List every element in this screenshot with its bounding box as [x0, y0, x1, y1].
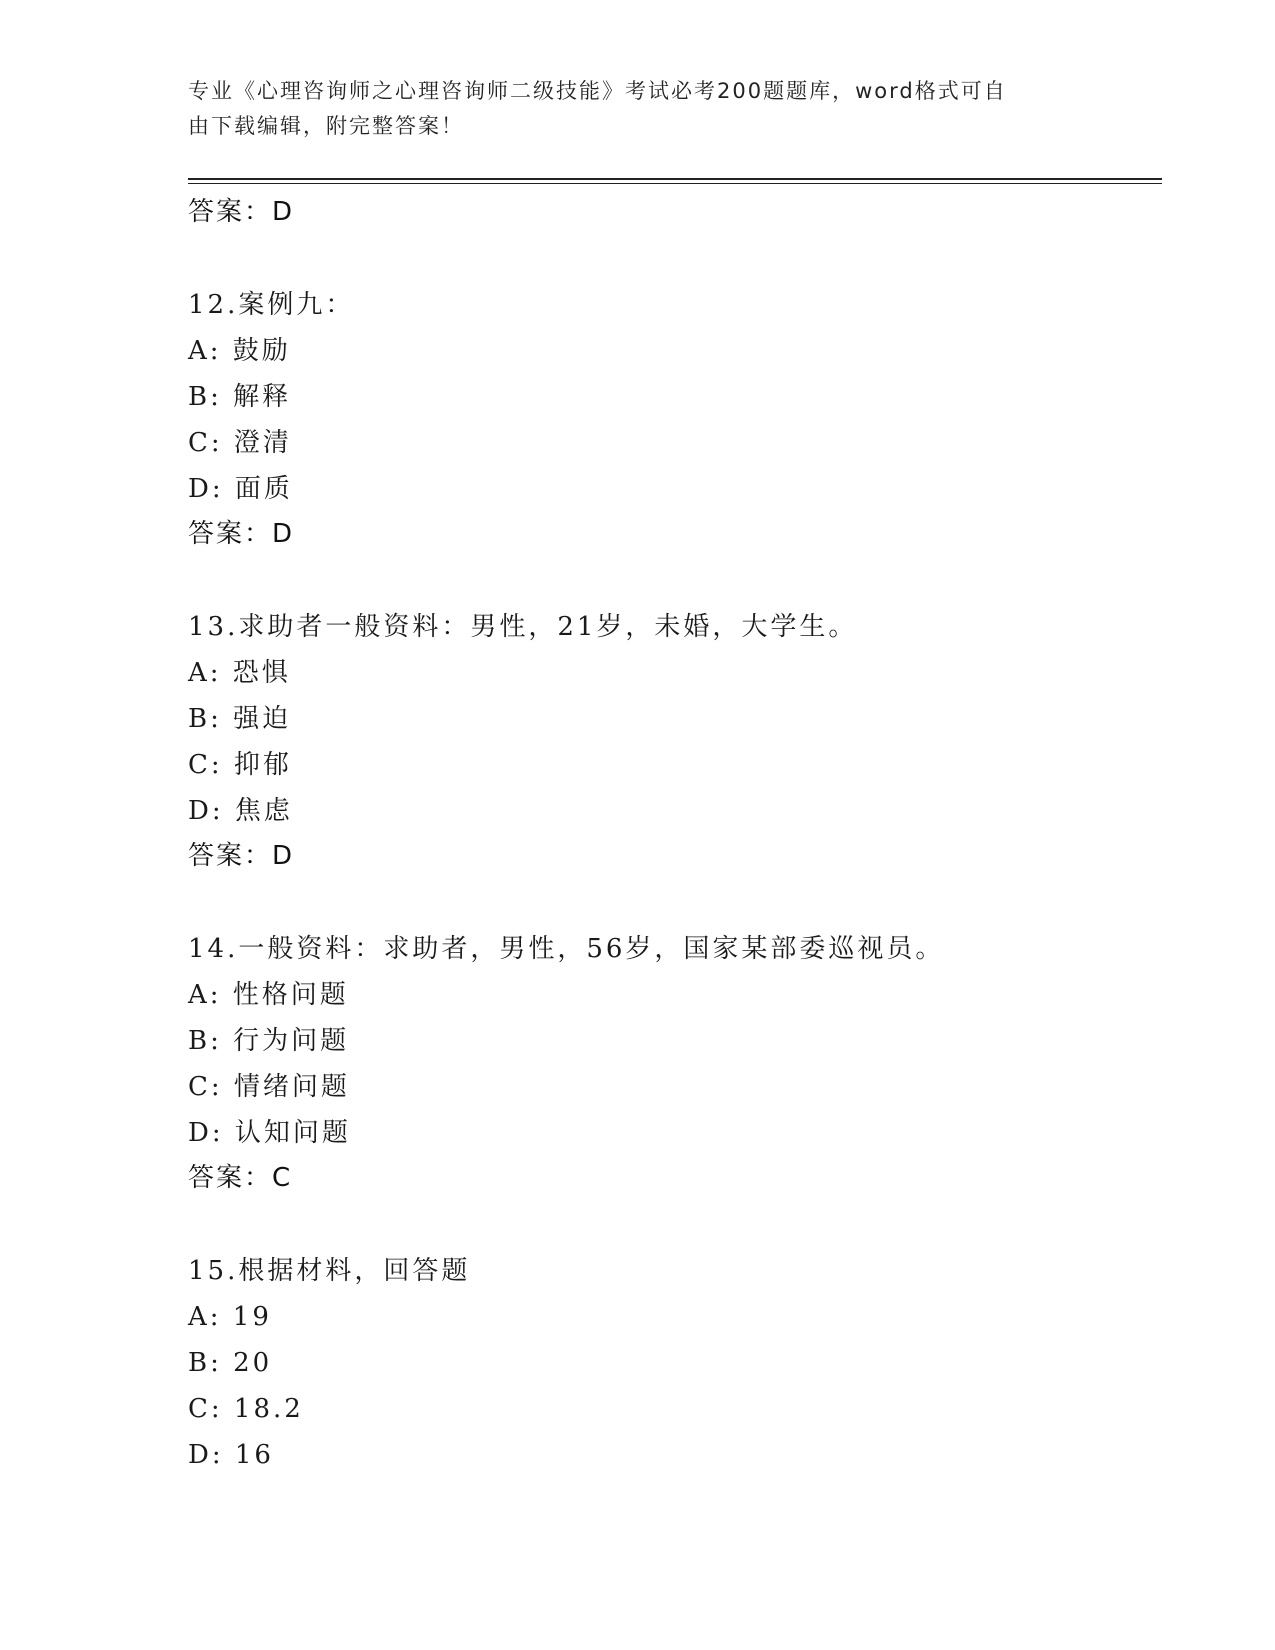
- option-c: C: 澄清: [188, 428, 292, 458]
- answer-line: 答案：D: [188, 197, 295, 227]
- answer-line: 答案：C: [188, 1163, 293, 1193]
- question-stem: 12.案例九：: [188, 290, 355, 320]
- option-a: A: 19: [188, 1302, 272, 1332]
- header-line-1: 专业《心理咨询师之心理咨询师二级技能》考试必考200题题库，word格式可自: [188, 79, 1007, 103]
- option-b: B: 行为问题: [188, 1026, 350, 1056]
- option-b: B: 解释: [188, 382, 292, 412]
- document-header: [188, 74, 1068, 144]
- option-c: C: 18.2: [188, 1394, 304, 1424]
- option-a: A: 恐惧: [188, 658, 291, 688]
- question-stem: 15.根据材料，回答题: [188, 1256, 471, 1286]
- header-divider-thick: [188, 178, 1162, 180]
- question-15: [188, 1248, 1162, 1478]
- answer-line: 答案：D: [188, 519, 295, 549]
- option-b: B: 20: [188, 1348, 273, 1378]
- option-c: C: 抑郁: [188, 750, 292, 780]
- option-d: D: 认知问题: [188, 1118, 351, 1148]
- header-line-2: 由下载编辑，附完整答案！: [188, 114, 464, 138]
- question-13: [188, 604, 1162, 878]
- document-body: [188, 190, 1162, 1478]
- option-a: A: 鼓励: [188, 336, 291, 366]
- question-stem: 14.一般资料：求助者，男性，56岁，国家某部委巡视员。: [188, 934, 945, 964]
- answer-line: 答案：D: [188, 841, 295, 871]
- question-14: [188, 926, 1162, 1200]
- question-stem: 13.求助者一般资料：男性，21岁，未婚，大学生。: [188, 612, 858, 642]
- option-b: B: 强迫: [188, 704, 292, 734]
- question-12: [188, 282, 1162, 556]
- option-c: C: 情绪问题: [188, 1072, 350, 1102]
- option-d: D: 焦虑: [188, 796, 293, 826]
- option-d: D: 16: [188, 1440, 274, 1470]
- option-d: D: 面质: [188, 474, 293, 504]
- header-divider-thin: [188, 183, 1162, 184]
- option-a: A: 性格问题: [188, 980, 349, 1010]
